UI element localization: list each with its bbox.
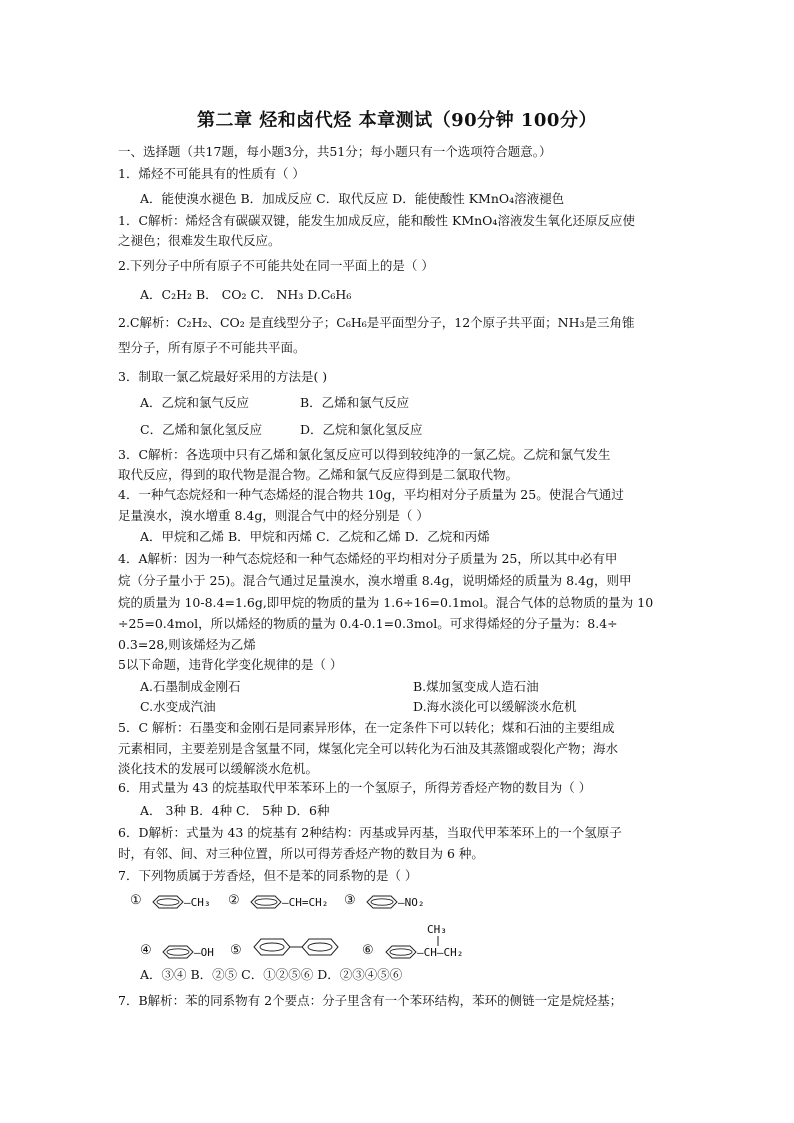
q1-options: A．能使溴水褪色 B．加成反应 C．取代反应 D．能使酸性 KMnO₄溶液褪色 — [140, 191, 565, 206]
biphenyl-icon — [250, 936, 342, 958]
item-number-4: ④ — [140, 943, 152, 958]
item-number-6: ⑥ — [362, 943, 374, 958]
q3-option-d: D．乙烷和氯化氢反应 — [300, 422, 423, 437]
q3-answer-line1: 3．C解析：各选项中只有乙烯和氯化氢反应可以得到较纯净的一氯乙烷。乙烷和氯气发生 — [118, 447, 611, 462]
nitro-group: —NO₂ — [398, 896, 425, 909]
q5-option-d: D.海水淡化可以缓解淡水危机 — [413, 699, 577, 714]
isopropyl-chain: —CH—CH₂ — [417, 946, 464, 959]
q4-stem-line2: 足量溴水，溴水增重 8.4g，则混合气中的烃分别是（ ） — [118, 508, 429, 523]
q3-answer-line2: 取代反应，得到的取代物是混合物。乙烯和氯气反应得到是二氯取代物。 — [118, 467, 519, 482]
section-heading: 一、选择题（共17题，每小题3分，共51分；每小题只有一个选项符合题意。） — [118, 144, 552, 159]
bond-line-icon — [436, 936, 440, 946]
q2-answer-line2: 型分子，所有原子不可能共平面。 — [118, 340, 306, 355]
q6-answer-line2: 时，有邻、间、对三种位置，所以可得芳香烃产物的数目为 6 种。 — [118, 846, 484, 861]
isopropyl-methyl: CH₃ — [427, 923, 447, 936]
q7-answer-line1: 7．B解析：苯的同系物有 2个要点：分子里含有一个苯环结构，苯环的侧链一定是烷烃基； — [118, 993, 623, 1008]
page-title: 第二章 烃和卤代烃 本章测试（90分钟 100分） — [197, 110, 597, 131]
item-number-3: ③ — [344, 893, 356, 908]
benzene-ring-icon — [361, 894, 403, 910]
q1-answer-line2: 之褪色；很难发生取代反应。 — [118, 233, 281, 248]
q4-answer-line2: 烷（分子量小于 25)。混合气通过足量溴水，溴水增重 8.4g，说明烯烃的质量为 8.4g，则甲 — [118, 573, 632, 588]
q7-stem: 7．下列物质属于芳香烃，但不是苯的同系物的是（ ） — [118, 868, 418, 883]
q4-answer-line5: 0.3=28,则该烯烃为乙烯 — [118, 637, 256, 652]
q5-answer-line2: 元素相同，主要差别是含氢量不同，煤氢化完全可以转化为石油及其蒸馏或裂化产物；海水 — [118, 741, 619, 756]
q5-answer-line1: 5．C 解析：石墨变和金刚石是同素异形体，在一定条件下可以转化；煤和石油的主要组成 — [118, 720, 615, 735]
benzene-ring-icon — [157, 944, 199, 960]
q2-options: A．C₂H₂ B． CO₂ C． NH₃ D.C₆H₆ — [140, 287, 352, 302]
q3-option-c: C．乙烯和氯化氢反应 — [140, 422, 263, 437]
benzene-ring-icon — [380, 944, 422, 960]
benzene-ring-icon — [245, 894, 287, 910]
q2-answer-line1: 2.C解析：C₂H₂、CO₂ 是直线型分子；C₆H₆是平面型分子，12个原子共平面；NH₃是三角锥 — [118, 315, 635, 330]
q3-option-a: A．乙烷和氯气反应 — [140, 395, 250, 410]
q1-stem: 1．烯烃不可能具有的性质有（ ） — [118, 166, 305, 181]
hydroxyl-group: —OH — [194, 946, 214, 959]
methyl-group: —CH₃ — [184, 896, 211, 909]
q3-stem: 3．制取一氯乙烷最好采用的方法是( ) — [118, 369, 328, 384]
item-number-2: ② — [228, 893, 240, 908]
q4-answer-line4: ÷25=0.4mol，所以烯烃的物质的量为 0.4-0.1=0.3mol。可求得烯烃的分子量为：8.4÷ — [118, 616, 618, 631]
q5-option-a: A.石墨制成金刚石 — [140, 679, 241, 694]
benzene-ring-icon — [147, 894, 189, 910]
q6-options: A． 3种 B．4种 C． 5种 D．6种 — [140, 803, 330, 818]
q5-option-b: B.煤加氢变成人造石油 — [413, 679, 539, 694]
q5-option-c: C.水变成汽油 — [140, 699, 216, 714]
q4-answer-line1: 4．A解析：因为一种气态烷烃和一种气态烯烃的平均相对分子质量为 25，所以其中必有甲 — [118, 551, 618, 566]
q5-stem: 5以下命题，违背化学变化规律的是（ ） — [118, 657, 343, 672]
q3-option-b: B．乙烯和氯气反应 — [300, 395, 410, 410]
item-number-1: ① — [130, 893, 142, 908]
q1-answer-line1: 1．C解析：烯烃含有碳碳双键，能发生加成反应，能和酸性 KMnO₄溶液发生氧化还原反应使 — [118, 213, 635, 228]
q5-answer-line3: 淡化技术的发展可以缓解淡水危机。 — [118, 761, 319, 776]
q6-answer-line1: 6．D解析：式量为 43 的烷基有 2种结构：丙基或异丙基，当取代甲苯苯环上的一个氢原子 — [118, 825, 622, 840]
q4-stem-line1: 4．一种气态烷烃和一种气态烯烃的混合物共 10g，平均相对分子质量为 25。使混合气通过 — [118, 487, 624, 502]
vinyl-group: —CH=CH₂ — [282, 896, 329, 909]
q4-options: A．甲烷和乙烯 B．甲烷和丙烯 C．乙烷和乙烯 D．乙烷和丙烯 — [140, 529, 490, 544]
q6-stem: 6．用式量为 43 的烷基取代甲苯苯环上的一个氢原子，所得芳香烃产物的数目为（ ） — [118, 780, 592, 795]
q2-stem: 2.下列分子中所有原子不可能共处在同一平面上的是（ ） — [118, 258, 434, 273]
item-number-5: ⑤ — [230, 943, 242, 958]
q7-options: A．③④ B．②⑤ C．①②⑤⑥ D．②③④⑤⑥ — [140, 967, 403, 982]
q4-answer-line3: 烷的质量为 10-8.4=1.6g,即甲烷的物质的量为 1.6÷16=0.1mol。混合气体的总物质的量为 10 — [118, 595, 654, 610]
